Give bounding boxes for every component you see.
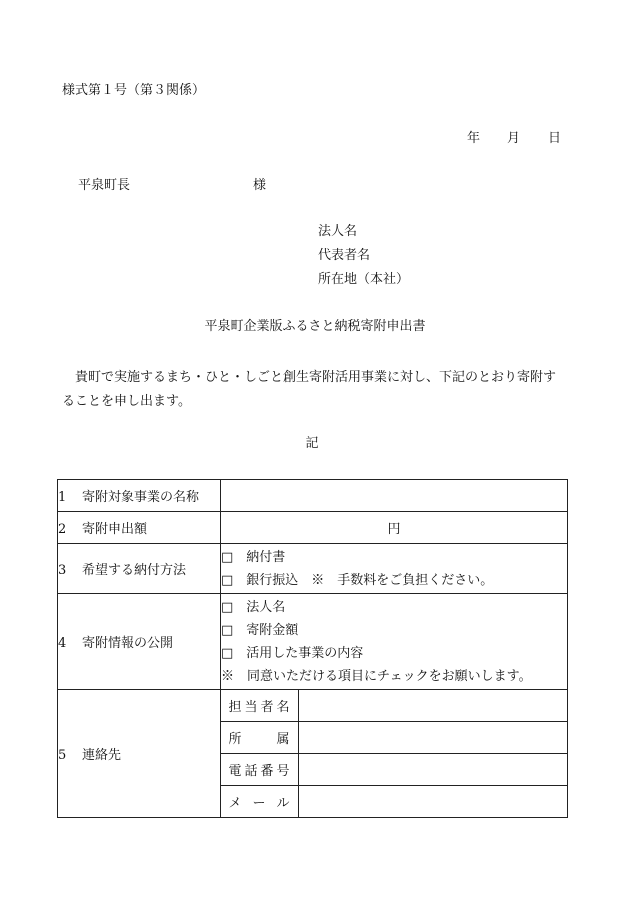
- date-year-label: 年: [467, 131, 481, 146]
- project-name-field[interactable]: [221, 480, 568, 512]
- department-field[interactable]: [299, 722, 568, 754]
- corporation-name-label: 法人名: [318, 224, 358, 239]
- form-number: 様式第１号（第３関係）: [62, 83, 206, 98]
- table-row: [58, 690, 568, 722]
- donation-amount-field[interactable]: [221, 512, 568, 544]
- addressee-name: 平泉町長: [78, 178, 131, 193]
- location-label: 所在地（本社）: [318, 272, 410, 287]
- email-label: [221, 786, 299, 818]
- row-number: 1: [58, 490, 67, 505]
- disclosure-label: [58, 594, 221, 690]
- body-text: 貴町で実施するまち・ひと・しごと創生寄附活用事業に対し、下記のとおり寄附することを申し出ます。: [62, 370, 557, 409]
- disclosure-option-corporation-name[interactable]: □ 法人名: [221, 599, 286, 615]
- row-label: 寄附情報の公開: [82, 636, 174, 651]
- payment-option-bank-transfer[interactable]: □ 銀行振込 ※ 手数料をご負担ください。: [221, 572, 494, 588]
- row-number: 4: [58, 636, 67, 651]
- payment-method-options: [221, 544, 568, 594]
- disclosure-options: [221, 594, 568, 690]
- row-number: 3: [58, 563, 67, 578]
- date-day-label: 日: [548, 131, 562, 146]
- donation-amount-label: [58, 512, 221, 544]
- payment-option-invoice[interactable]: □ 納付書: [221, 549, 286, 565]
- row-label: 連絡先: [82, 748, 122, 763]
- contact-person-label: [221, 690, 299, 722]
- table-row: [58, 594, 568, 690]
- payment-method-label: [58, 544, 221, 594]
- phone-text: 電 話 番 号: [228, 764, 291, 779]
- phone-label: [221, 754, 299, 786]
- contact-person-field[interactable]: [299, 690, 568, 722]
- email-text: メ ー ル: [228, 796, 291, 811]
- representative-label: 代表者名: [318, 248, 371, 263]
- honorific: 様: [253, 178, 267, 193]
- addressee-line: [78, 178, 267, 193]
- disclosure-option-amount[interactable]: □ 寄附金額: [221, 622, 299, 638]
- yen-unit: 円: [387, 522, 401, 537]
- row-number: 2: [58, 522, 67, 537]
- email-field[interactable]: [299, 786, 568, 818]
- phone-field[interactable]: [299, 754, 568, 786]
- document-title: 平泉町企業版ふるさと納税寄附申出書: [204, 319, 426, 334]
- table-row: [58, 512, 568, 544]
- date-line: [467, 132, 561, 145]
- contact-person-text: 担 当 者 名: [228, 700, 291, 715]
- row-label: 寄附申出額: [82, 522, 148, 537]
- row-number: 5: [58, 748, 67, 763]
- disclosure-option-project[interactable]: □ 活用した事業の内容: [221, 645, 364, 661]
- date-month-label: 月: [507, 131, 521, 146]
- project-name-label: [58, 480, 221, 512]
- table-row: [58, 544, 568, 594]
- row-label: 寄附対象事業の名称: [82, 490, 200, 505]
- contact-label: [58, 690, 221, 818]
- table-row: [58, 480, 568, 512]
- department-label: [221, 722, 299, 754]
- row-label: 希望する納付方法: [82, 563, 187, 578]
- disclosure-note: ※ 同意いただける項目にチェックをお願いします。: [221, 668, 532, 684]
- ki-heading: 記: [305, 436, 319, 451]
- department-text: 所 属: [228, 732, 291, 747]
- application-table: [57, 479, 568, 818]
